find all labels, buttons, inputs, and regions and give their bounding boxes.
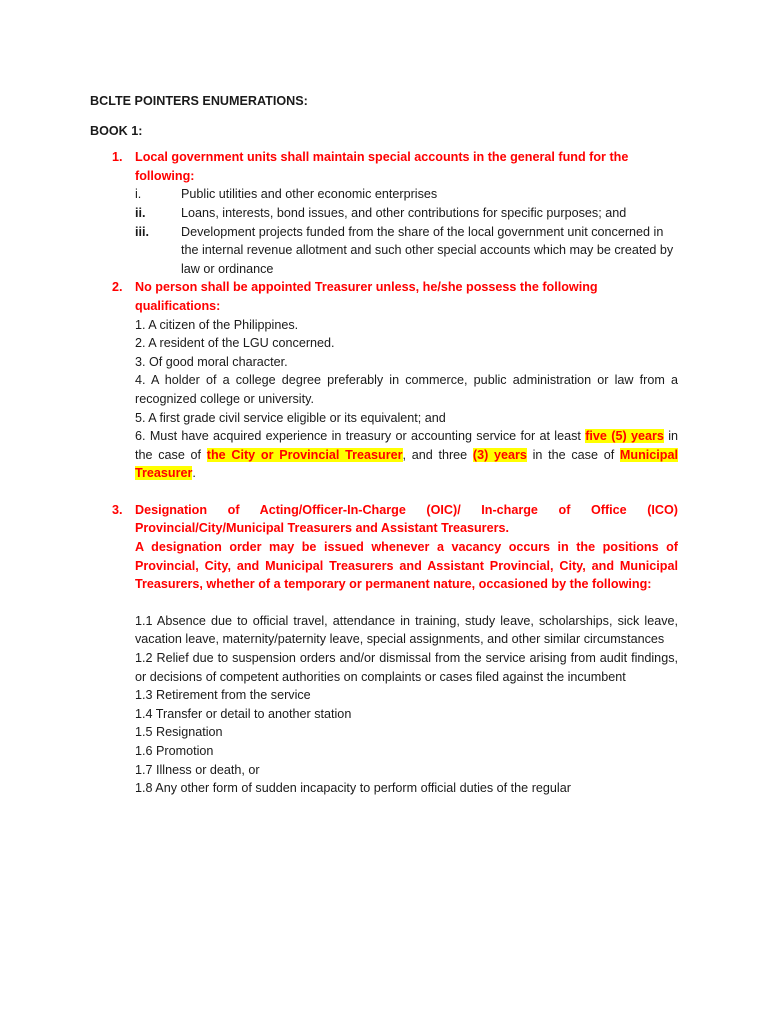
text-run: 6. Must have acquired experience in treasury or accounting service for at least <box>135 429 586 444</box>
sub-item-text: Public utilities and other economic enterprises <box>181 187 438 202</box>
text-run: , and three <box>402 447 473 462</box>
sub-item <box>135 223 678 279</box>
text-run: in the case of <box>135 429 678 462</box>
qualification: 3. Of good moral character. <box>135 354 288 369</box>
qualification: 5. A first grade civil service eligible or its equivalent; and <box>135 410 446 425</box>
cause-item: 1.1 Absence due to official travel, attendance in training, study leave, scholarships, sick leave, vacation leave, maternity/paternity leave, special assignments, and other similar circumstances <box>135 613 678 647</box>
enumeration-item-2 <box>90 278 678 483</box>
document-title: BCLTE POINTERS ENUMERATIONS: <box>90 94 308 108</box>
text-run: in the case of <box>526 447 620 462</box>
sub-item-text: Loans, interests, bond issues, and other contributions for specific purposes; and <box>181 205 627 220</box>
item-number: 1. <box>112 150 123 165</box>
qualification: 1. A citizen of the Philippines. <box>135 317 299 332</box>
roman-numeral: i. <box>135 187 142 202</box>
cause-item: 1.6 Promotion <box>135 744 214 758</box>
cause-item: 1.2 Relief due to suspension orders and/or dismissal from the service arising from audit findings, or decisions of competent authorities on complaints or cases filed against the incumbent <box>135 651 678 684</box>
sub-item-text: Development projects funded from the share of the local government unit concerned in the internal revenue allotment and such other special accounts which may be created by law or ordinance <box>181 224 674 276</box>
roman-numeral: ii. <box>135 205 146 220</box>
highlighted-text: (3) years <box>472 447 527 462</box>
item-heading: No person shall be appointed Treasurer unless, he/she possess the following qualifications: <box>135 280 598 313</box>
book-heading: BOOK 1: <box>90 123 143 138</box>
sub-item <box>135 185 678 204</box>
enumeration-item-1 <box>90 148 678 278</box>
highlighted-text: Municipal Treasurer <box>135 447 678 481</box>
item-number: 2. <box>112 280 123 295</box>
item-heading: Local government units shall maintain special accounts in the general fund for the following: <box>135 150 629 183</box>
qualification: 2. A resident of the LGU concerned. <box>135 336 335 351</box>
cause-item: 1.7 Illness or death, or <box>135 762 260 777</box>
item-heading: Designation of Acting/Officer-In-Charge (OIC)/ In-charge of Office (ICO) Provincial/City/Municipal Treasurers and Assistant Treasurers. <box>135 502 678 536</box>
cause-item: 1.8 Any other form of sudden incapacity to perform official duties of the regular <box>135 781 571 796</box>
text-run: . <box>192 466 196 481</box>
item-subheading: A designation order may be issued whenever a vacancy occurs in the positions of Provincial, City, and Municipal Treasurers and Assistant Provincial, City, and Municipal Treasurers, whether of a temporary or permanent nature, occasioned by the following: <box>135 540 678 592</box>
cause-item: 1.5 Resignation <box>135 725 223 740</box>
roman-numeral: iii. <box>135 224 149 239</box>
highlighted-text: five (5) years <box>585 429 664 444</box>
highlighted-text: the City or Provincial Treasurer <box>206 447 403 462</box>
qualification-experience <box>135 427 678 483</box>
cause-item: 1.3 Retirement from the service <box>135 688 311 703</box>
enumeration-item-3 <box>90 501 678 798</box>
qualification: 4. A holder of a college degree preferably in commerce, public administration or law from a recognized college or university. <box>135 373 678 406</box>
cause-item: 1.4 Transfer or detail to another station <box>135 706 352 721</box>
item-number: 3. <box>112 502 123 517</box>
sub-item <box>135 204 678 223</box>
